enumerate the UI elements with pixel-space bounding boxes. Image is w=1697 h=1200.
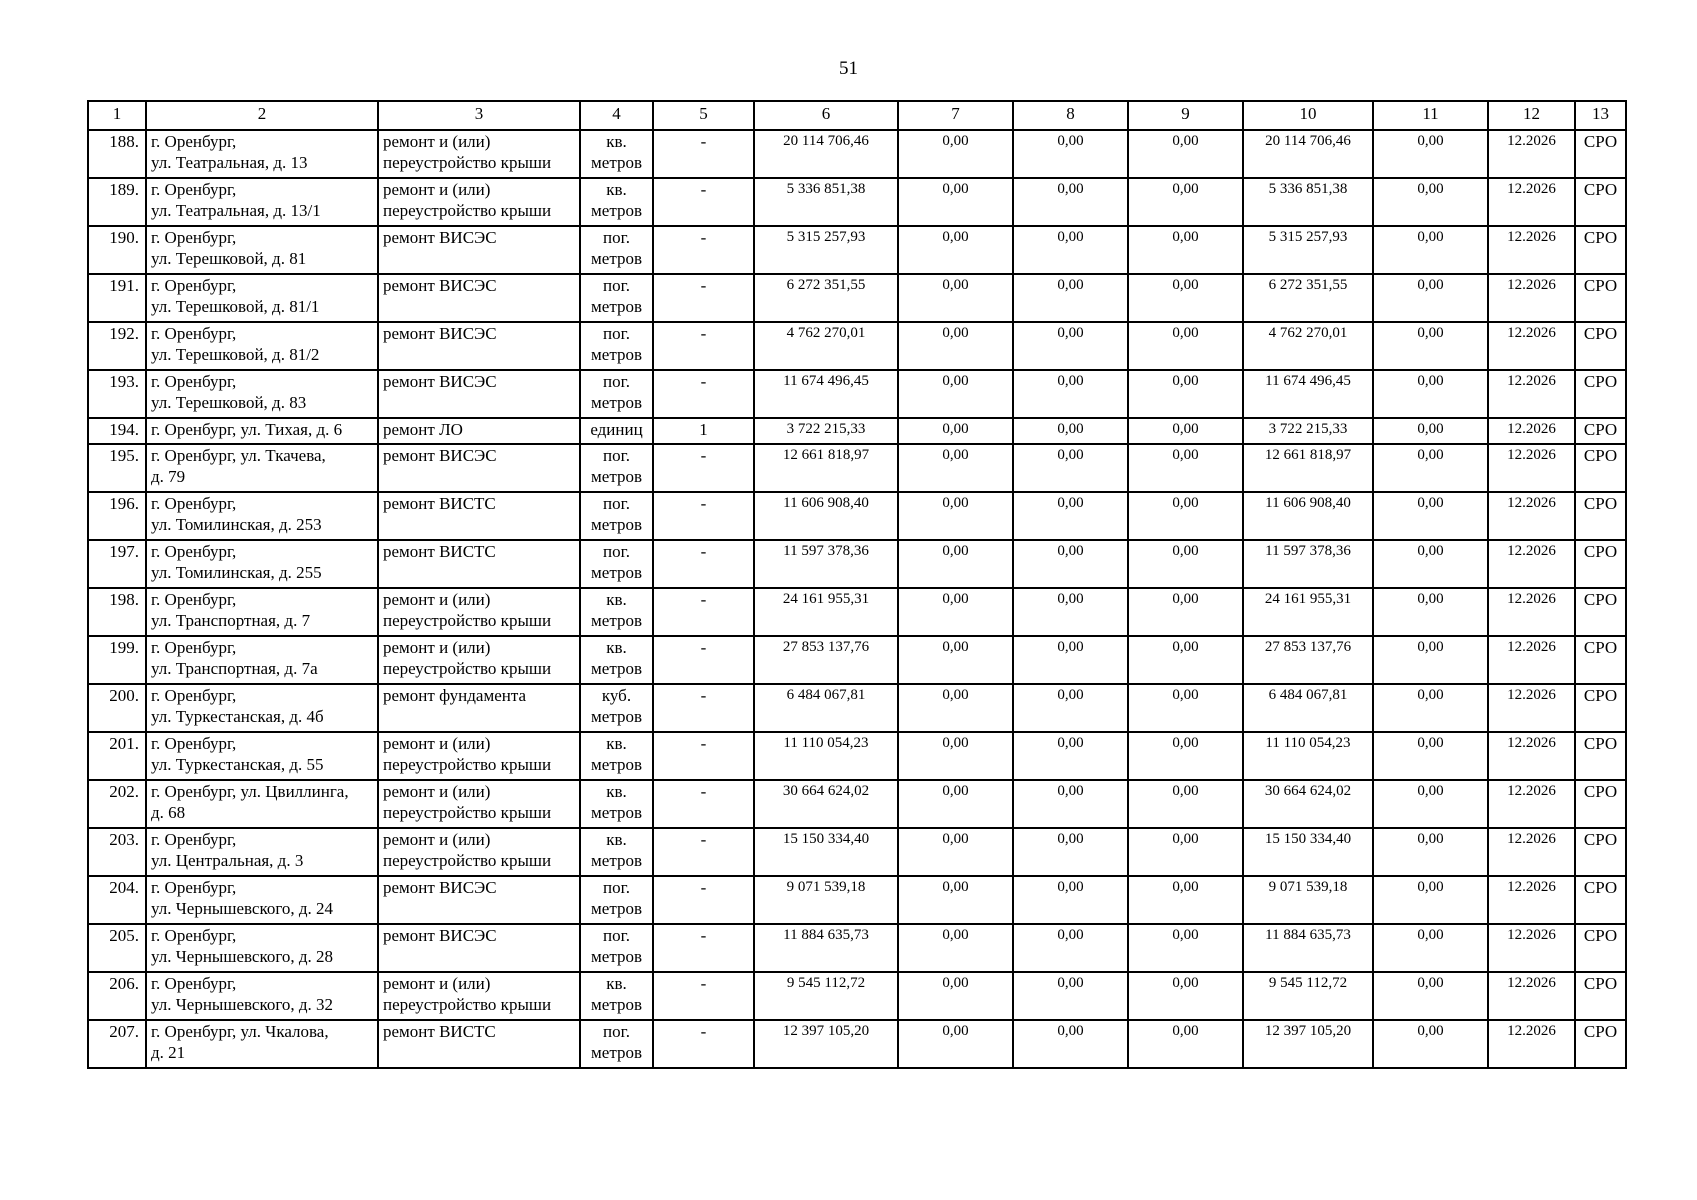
address-cell: г. Оренбург, ул. Терешковой, д. 81/1 bbox=[146, 274, 378, 322]
owner-funds-cell: 24 161 955,31 bbox=[1243, 588, 1373, 636]
work-type-cell: ремонт фундамента bbox=[378, 684, 580, 732]
work-type-cell: ремонт и (или) переустройство крыши bbox=[378, 732, 580, 780]
deadline-cell: 12.2026 bbox=[1488, 226, 1575, 274]
table-row bbox=[88, 828, 1626, 876]
deadline-cell: 12.2026 bbox=[1488, 588, 1575, 636]
specific-cost-cell: 0,00 bbox=[1373, 226, 1488, 274]
unit-cell: кв. метров bbox=[580, 178, 653, 226]
table-row bbox=[88, 322, 1626, 370]
total-cost-cell: 4 762 270,01 bbox=[754, 322, 898, 370]
local-budget-cell: 0,00 bbox=[1128, 828, 1243, 876]
fund-cell: 0,00 bbox=[898, 876, 1013, 924]
quantity-cell: - bbox=[653, 226, 754, 274]
owner-funds-cell: 12 397 105,20 bbox=[1243, 1020, 1373, 1068]
fund-cell: 0,00 bbox=[898, 1020, 1013, 1068]
table-row bbox=[88, 684, 1626, 732]
owner-funds-cell: 11 110 054,23 bbox=[1243, 732, 1373, 780]
work-type-cell: ремонт и (или) переустройство крыши bbox=[378, 780, 580, 828]
total-cost-cell: 9 545 112,72 bbox=[754, 972, 898, 1020]
regional-budget-cell: 0,00 bbox=[1013, 540, 1128, 588]
method-cell: СРО bbox=[1575, 828, 1626, 876]
owner-funds-cell: 6 484 067,81 bbox=[1243, 684, 1373, 732]
table-row bbox=[88, 274, 1626, 322]
fund-cell: 0,00 bbox=[898, 924, 1013, 972]
owner-funds-cell: 6 272 351,55 bbox=[1243, 274, 1373, 322]
work-type-cell: ремонт ВИСЭС bbox=[378, 876, 580, 924]
deadline-cell: 12.2026 bbox=[1488, 492, 1575, 540]
row-number: 188. bbox=[88, 130, 146, 178]
address-cell: г. Оренбург, ул. Терешковой, д. 81 bbox=[146, 226, 378, 274]
total-cost-cell: 20 114 706,46 bbox=[754, 130, 898, 178]
regional-budget-cell: 0,00 bbox=[1013, 418, 1128, 444]
quantity-cell: - bbox=[653, 828, 754, 876]
address-cell: г. Оренбург, ул. Тихая, д. 6 bbox=[146, 418, 378, 444]
method-cell: СРО bbox=[1575, 732, 1626, 780]
unit-cell: кв. метров bbox=[580, 732, 653, 780]
table-row bbox=[88, 876, 1626, 924]
owner-funds-cell: 11 884 635,73 bbox=[1243, 924, 1373, 972]
unit-cell: единиц bbox=[580, 418, 653, 444]
fund-cell: 0,00 bbox=[898, 684, 1013, 732]
fund-cell: 0,00 bbox=[898, 226, 1013, 274]
deadline-cell: 12.2026 bbox=[1488, 972, 1575, 1020]
unit-cell: пог. метров bbox=[580, 492, 653, 540]
method-cell: СРО bbox=[1575, 588, 1626, 636]
method-cell: СРО bbox=[1575, 876, 1626, 924]
local-budget-cell: 0,00 bbox=[1128, 876, 1243, 924]
address-cell: г. Оренбург, ул. Туркестанская, д. 4б bbox=[146, 684, 378, 732]
row-number: 198. bbox=[88, 588, 146, 636]
unit-cell: пог. метров bbox=[580, 226, 653, 274]
regional-budget-cell: 0,00 bbox=[1013, 274, 1128, 322]
regional-budget-cell: 0,00 bbox=[1013, 322, 1128, 370]
unit-cell: пог. метров bbox=[580, 274, 653, 322]
total-cost-cell: 12 661 818,97 bbox=[754, 444, 898, 492]
local-budget-cell: 0,00 bbox=[1128, 780, 1243, 828]
total-cost-cell: 11 674 496,45 bbox=[754, 370, 898, 418]
deadline-cell: 12.2026 bbox=[1488, 540, 1575, 588]
table-row bbox=[88, 1020, 1626, 1068]
method-cell: СРО bbox=[1575, 924, 1626, 972]
total-cost-cell: 11 110 054,23 bbox=[754, 732, 898, 780]
owner-funds-cell: 11 606 908,40 bbox=[1243, 492, 1373, 540]
work-type-cell: ремонт и (или) переустройство крыши bbox=[378, 828, 580, 876]
owner-funds-cell: 27 853 137,76 bbox=[1243, 636, 1373, 684]
deadline-cell: 12.2026 bbox=[1488, 322, 1575, 370]
table-body bbox=[88, 130, 1626, 1068]
table-row bbox=[88, 924, 1626, 972]
quantity-cell: - bbox=[653, 876, 754, 924]
fund-cell: 0,00 bbox=[898, 370, 1013, 418]
regional-budget-cell: 0,00 bbox=[1013, 370, 1128, 418]
address-cell: г. Оренбург, ул. Цвиллинга, д. 68 bbox=[146, 780, 378, 828]
total-cost-cell: 6 272 351,55 bbox=[754, 274, 898, 322]
table-row bbox=[88, 178, 1626, 226]
fund-cell: 0,00 bbox=[898, 972, 1013, 1020]
address-cell: г. Оренбург, ул. Томилинская, д. 253 bbox=[146, 492, 378, 540]
row-number: 196. bbox=[88, 492, 146, 540]
repair-plan-table bbox=[87, 100, 1627, 1069]
address-cell: г. Оренбург, ул. Чкалова, д. 21 bbox=[146, 1020, 378, 1068]
fund-cell: 0,00 bbox=[898, 636, 1013, 684]
address-cell: г. Оренбург, ул. Туркестанская, д. 55 bbox=[146, 732, 378, 780]
method-cell: СРО bbox=[1575, 418, 1626, 444]
regional-budget-cell: 0,00 bbox=[1013, 636, 1128, 684]
specific-cost-cell: 0,00 bbox=[1373, 370, 1488, 418]
column-header-5: 5 bbox=[653, 101, 754, 130]
work-type-cell: ремонт ВИСТС bbox=[378, 492, 580, 540]
total-cost-cell: 27 853 137,76 bbox=[754, 636, 898, 684]
work-type-cell: ремонт ВИСТС bbox=[378, 540, 580, 588]
deadline-cell: 12.2026 bbox=[1488, 370, 1575, 418]
work-type-cell: ремонт ВИСЭС bbox=[378, 924, 580, 972]
address-cell: г. Оренбург, ул. Транспортная, д. 7 bbox=[146, 588, 378, 636]
specific-cost-cell: 0,00 bbox=[1373, 828, 1488, 876]
local-budget-cell: 0,00 bbox=[1128, 130, 1243, 178]
quantity-cell: - bbox=[653, 732, 754, 780]
regional-budget-cell: 0,00 bbox=[1013, 1020, 1128, 1068]
row-number: 195. bbox=[88, 444, 146, 492]
work-type-cell: ремонт ВИСЭС bbox=[378, 274, 580, 322]
specific-cost-cell: 0,00 bbox=[1373, 684, 1488, 732]
owner-funds-cell: 30 664 624,02 bbox=[1243, 780, 1373, 828]
page-number: 51 bbox=[839, 58, 858, 79]
row-number: 204. bbox=[88, 876, 146, 924]
table-row bbox=[88, 540, 1626, 588]
owner-funds-cell: 11 597 378,36 bbox=[1243, 540, 1373, 588]
table-row bbox=[88, 444, 1626, 492]
method-cell: СРО bbox=[1575, 370, 1626, 418]
total-cost-cell: 30 664 624,02 bbox=[754, 780, 898, 828]
address-cell: г. Оренбург, ул. Терешковой, д. 83 bbox=[146, 370, 378, 418]
column-header-2: 2 bbox=[146, 101, 378, 130]
address-cell: г. Оренбург, ул. Театральная, д. 13 bbox=[146, 130, 378, 178]
local-budget-cell: 0,00 bbox=[1128, 972, 1243, 1020]
quantity-cell: - bbox=[653, 684, 754, 732]
local-budget-cell: 0,00 bbox=[1128, 636, 1243, 684]
method-cell: СРО bbox=[1575, 322, 1626, 370]
table-row bbox=[88, 588, 1626, 636]
header-row bbox=[88, 101, 1626, 130]
address-cell: г. Оренбург, ул. Центральная, д. 3 bbox=[146, 828, 378, 876]
unit-cell: пог. метров bbox=[580, 876, 653, 924]
quantity-cell: - bbox=[653, 130, 754, 178]
unit-cell: пог. метров bbox=[580, 322, 653, 370]
local-budget-cell: 0,00 bbox=[1128, 540, 1243, 588]
specific-cost-cell: 0,00 bbox=[1373, 540, 1488, 588]
specific-cost-cell: 0,00 bbox=[1373, 876, 1488, 924]
work-type-cell: ремонт ВИСТС bbox=[378, 1020, 580, 1068]
quantity-cell: - bbox=[653, 924, 754, 972]
row-number: 197. bbox=[88, 540, 146, 588]
regional-budget-cell: 0,00 bbox=[1013, 444, 1128, 492]
owner-funds-cell: 11 674 496,45 bbox=[1243, 370, 1373, 418]
fund-cell: 0,00 bbox=[898, 130, 1013, 178]
address-cell: г. Оренбург, ул. Чернышевского, д. 24 bbox=[146, 876, 378, 924]
regional-budget-cell: 0,00 bbox=[1013, 588, 1128, 636]
specific-cost-cell: 0,00 bbox=[1373, 732, 1488, 780]
deadline-cell: 12.2026 bbox=[1488, 444, 1575, 492]
quantity-cell: - bbox=[653, 322, 754, 370]
local-budget-cell: 0,00 bbox=[1128, 924, 1243, 972]
row-number: 194. bbox=[88, 418, 146, 444]
address-cell: г. Оренбург, ул. Ткачева, д. 79 bbox=[146, 444, 378, 492]
quantity-cell: - bbox=[653, 444, 754, 492]
address-cell: г. Оренбург, ул. Чернышевского, д. 28 bbox=[146, 924, 378, 972]
table-row bbox=[88, 780, 1626, 828]
quantity-cell: - bbox=[653, 588, 754, 636]
method-cell: СРО bbox=[1575, 178, 1626, 226]
specific-cost-cell: 0,00 bbox=[1373, 780, 1488, 828]
unit-cell: пог. метров bbox=[580, 444, 653, 492]
unit-cell: пог. метров bbox=[580, 924, 653, 972]
method-cell: СРО bbox=[1575, 130, 1626, 178]
deadline-cell: 12.2026 bbox=[1488, 130, 1575, 178]
work-type-cell: ремонт и (или) переустройство крыши bbox=[378, 636, 580, 684]
specific-cost-cell: 0,00 bbox=[1373, 444, 1488, 492]
quantity-cell: - bbox=[653, 274, 754, 322]
method-cell: СРО bbox=[1575, 636, 1626, 684]
owner-funds-cell: 9 071 539,18 bbox=[1243, 876, 1373, 924]
local-budget-cell: 0,00 bbox=[1128, 418, 1243, 444]
local-budget-cell: 0,00 bbox=[1128, 322, 1243, 370]
deadline-cell: 12.2026 bbox=[1488, 924, 1575, 972]
row-number: 191. bbox=[88, 274, 146, 322]
owner-funds-cell: 4 762 270,01 bbox=[1243, 322, 1373, 370]
address-cell: г. Оренбург, ул. Транспортная, д. 7а bbox=[146, 636, 378, 684]
specific-cost-cell: 0,00 bbox=[1373, 178, 1488, 226]
address-cell: г. Оренбург, ул. Театральная, д. 13/1 bbox=[146, 178, 378, 226]
owner-funds-cell: 12 661 818,97 bbox=[1243, 444, 1373, 492]
unit-cell: кв. метров bbox=[580, 972, 653, 1020]
specific-cost-cell: 0,00 bbox=[1373, 972, 1488, 1020]
column-header-11: 11 bbox=[1373, 101, 1488, 130]
total-cost-cell: 24 161 955,31 bbox=[754, 588, 898, 636]
method-cell: СРО bbox=[1575, 684, 1626, 732]
address-cell: г. Оренбург, ул. Терешковой, д. 81/2 bbox=[146, 322, 378, 370]
regional-budget-cell: 0,00 bbox=[1013, 876, 1128, 924]
fund-cell: 0,00 bbox=[898, 732, 1013, 780]
work-type-cell: ремонт и (или) переустройство крыши bbox=[378, 178, 580, 226]
table-row bbox=[88, 636, 1626, 684]
unit-cell: кв. метров bbox=[580, 780, 653, 828]
total-cost-cell: 11 597 378,36 bbox=[754, 540, 898, 588]
column-header-9: 9 bbox=[1128, 101, 1243, 130]
total-cost-cell: 3 722 215,33 bbox=[754, 418, 898, 444]
owner-funds-cell: 5 336 851,38 bbox=[1243, 178, 1373, 226]
table-row bbox=[88, 732, 1626, 780]
address-cell: г. Оренбург, ул. Чернышевского, д. 32 bbox=[146, 972, 378, 1020]
quantity-cell: - bbox=[653, 370, 754, 418]
column-header-8: 8 bbox=[1013, 101, 1128, 130]
row-number: 207. bbox=[88, 1020, 146, 1068]
fund-cell: 0,00 bbox=[898, 492, 1013, 540]
column-header-13: 13 bbox=[1575, 101, 1626, 130]
fund-cell: 0,00 bbox=[898, 828, 1013, 876]
row-number: 190. bbox=[88, 226, 146, 274]
row-number: 202. bbox=[88, 780, 146, 828]
total-cost-cell: 11 884 635,73 bbox=[754, 924, 898, 972]
unit-cell: пог. метров bbox=[580, 540, 653, 588]
specific-cost-cell: 0,00 bbox=[1373, 924, 1488, 972]
work-type-cell: ремонт и (или) переустройство крыши bbox=[378, 588, 580, 636]
work-type-cell: ремонт ВИСЭС bbox=[378, 370, 580, 418]
row-number: 206. bbox=[88, 972, 146, 1020]
local-budget-cell: 0,00 bbox=[1128, 226, 1243, 274]
deadline-cell: 12.2026 bbox=[1488, 178, 1575, 226]
work-type-cell: ремонт ВИСЭС bbox=[378, 444, 580, 492]
owner-funds-cell: 20 114 706,46 bbox=[1243, 130, 1373, 178]
method-cell: СРО bbox=[1575, 492, 1626, 540]
total-cost-cell: 11 606 908,40 bbox=[754, 492, 898, 540]
row-number: 189. bbox=[88, 178, 146, 226]
unit-cell: куб. метров bbox=[580, 684, 653, 732]
local-budget-cell: 0,00 bbox=[1128, 492, 1243, 540]
quantity-cell: - bbox=[653, 780, 754, 828]
regional-budget-cell: 0,00 bbox=[1013, 492, 1128, 540]
regional-budget-cell: 0,00 bbox=[1013, 732, 1128, 780]
method-cell: СРО bbox=[1575, 780, 1626, 828]
regional-budget-cell: 0,00 bbox=[1013, 178, 1128, 226]
regional-budget-cell: 0,00 bbox=[1013, 828, 1128, 876]
method-cell: СРО bbox=[1575, 972, 1626, 1020]
specific-cost-cell: 0,00 bbox=[1373, 588, 1488, 636]
quantity-cell: - bbox=[653, 972, 754, 1020]
fund-cell: 0,00 bbox=[898, 540, 1013, 588]
column-header-12: 12 bbox=[1488, 101, 1575, 130]
column-header-7: 7 bbox=[898, 101, 1013, 130]
local-budget-cell: 0,00 bbox=[1128, 684, 1243, 732]
deadline-cell: 12.2026 bbox=[1488, 636, 1575, 684]
deadline-cell: 12.2026 bbox=[1488, 684, 1575, 732]
column-header-1: 1 bbox=[88, 101, 146, 130]
fund-cell: 0,00 bbox=[898, 274, 1013, 322]
column-header-6: 6 bbox=[754, 101, 898, 130]
fund-cell: 0,00 bbox=[898, 444, 1013, 492]
work-type-cell: ремонт ВИСЭС bbox=[378, 322, 580, 370]
specific-cost-cell: 0,00 bbox=[1373, 130, 1488, 178]
regional-budget-cell: 0,00 bbox=[1013, 226, 1128, 274]
table-row bbox=[88, 972, 1626, 1020]
deadline-cell: 12.2026 bbox=[1488, 780, 1575, 828]
owner-funds-cell: 9 545 112,72 bbox=[1243, 972, 1373, 1020]
total-cost-cell: 12 397 105,20 bbox=[754, 1020, 898, 1068]
deadline-cell: 12.2026 bbox=[1488, 876, 1575, 924]
specific-cost-cell: 0,00 bbox=[1373, 636, 1488, 684]
column-header-4: 4 bbox=[580, 101, 653, 130]
unit-cell: кв. метров bbox=[580, 828, 653, 876]
quantity-cell: 1 bbox=[653, 418, 754, 444]
total-cost-cell: 5 336 851,38 bbox=[754, 178, 898, 226]
row-number: 192. bbox=[88, 322, 146, 370]
fund-cell: 0,00 bbox=[898, 322, 1013, 370]
method-cell: СРО bbox=[1575, 274, 1626, 322]
table-row bbox=[88, 418, 1626, 444]
regional-budget-cell: 0,00 bbox=[1013, 780, 1128, 828]
fund-cell: 0,00 bbox=[898, 780, 1013, 828]
row-number: 205. bbox=[88, 924, 146, 972]
owner-funds-cell: 5 315 257,93 bbox=[1243, 226, 1373, 274]
regional-budget-cell: 0,00 bbox=[1013, 972, 1128, 1020]
local-budget-cell: 0,00 bbox=[1128, 732, 1243, 780]
specific-cost-cell: 0,00 bbox=[1373, 1020, 1488, 1068]
deadline-cell: 12.2026 bbox=[1488, 828, 1575, 876]
work-type-cell: ремонт и (или) переустройство крыши bbox=[378, 130, 580, 178]
local-budget-cell: 0,00 bbox=[1128, 370, 1243, 418]
quantity-cell: - bbox=[653, 178, 754, 226]
unit-cell: пог. метров bbox=[580, 1020, 653, 1068]
method-cell: СРО bbox=[1575, 540, 1626, 588]
owner-funds-cell: 15 150 334,40 bbox=[1243, 828, 1373, 876]
quantity-cell: - bbox=[653, 1020, 754, 1068]
unit-cell: кв. метров bbox=[580, 130, 653, 178]
method-cell: СРО bbox=[1575, 1020, 1626, 1068]
local-budget-cell: 0,00 bbox=[1128, 274, 1243, 322]
deadline-cell: 12.2026 bbox=[1488, 732, 1575, 780]
local-budget-cell: 0,00 bbox=[1128, 588, 1243, 636]
regional-budget-cell: 0,00 bbox=[1013, 130, 1128, 178]
column-header-3: 3 bbox=[378, 101, 580, 130]
row-number: 199. bbox=[88, 636, 146, 684]
table-row bbox=[88, 130, 1626, 178]
work-type-cell: ремонт ВИСЭС bbox=[378, 226, 580, 274]
table-row bbox=[88, 226, 1626, 274]
work-type-cell: ремонт и (или) переустройство крыши bbox=[378, 972, 580, 1020]
specific-cost-cell: 0,00 bbox=[1373, 274, 1488, 322]
regional-budget-cell: 0,00 bbox=[1013, 684, 1128, 732]
specific-cost-cell: 0,00 bbox=[1373, 492, 1488, 540]
total-cost-cell: 15 150 334,40 bbox=[754, 828, 898, 876]
table-row bbox=[88, 492, 1626, 540]
fund-cell: 0,00 bbox=[898, 418, 1013, 444]
specific-cost-cell: 0,00 bbox=[1373, 322, 1488, 370]
fund-cell: 0,00 bbox=[898, 178, 1013, 226]
row-number: 201. bbox=[88, 732, 146, 780]
deadline-cell: 12.2026 bbox=[1488, 418, 1575, 444]
owner-funds-cell: 3 722 215,33 bbox=[1243, 418, 1373, 444]
deadline-cell: 12.2026 bbox=[1488, 274, 1575, 322]
local-budget-cell: 0,00 bbox=[1128, 178, 1243, 226]
row-number: 200. bbox=[88, 684, 146, 732]
local-budget-cell: 0,00 bbox=[1128, 1020, 1243, 1068]
unit-cell: кв. метров bbox=[580, 636, 653, 684]
unit-cell: пог. метров bbox=[580, 370, 653, 418]
row-number: 193. bbox=[88, 370, 146, 418]
total-cost-cell: 6 484 067,81 bbox=[754, 684, 898, 732]
table-row bbox=[88, 370, 1626, 418]
column-header-10: 10 bbox=[1243, 101, 1373, 130]
row-number: 203. bbox=[88, 828, 146, 876]
deadline-cell: 12.2026 bbox=[1488, 1020, 1575, 1068]
specific-cost-cell: 0,00 bbox=[1373, 418, 1488, 444]
quantity-cell: - bbox=[653, 492, 754, 540]
total-cost-cell: 5 315 257,93 bbox=[754, 226, 898, 274]
work-type-cell: ремонт ЛО bbox=[378, 418, 580, 444]
address-cell: г. Оренбург, ул. Томилинская, д. 255 bbox=[146, 540, 378, 588]
method-cell: СРО bbox=[1575, 444, 1626, 492]
unit-cell: кв. метров bbox=[580, 588, 653, 636]
total-cost-cell: 9 071 539,18 bbox=[754, 876, 898, 924]
regional-budget-cell: 0,00 bbox=[1013, 924, 1128, 972]
quantity-cell: - bbox=[653, 540, 754, 588]
quantity-cell: - bbox=[653, 636, 754, 684]
fund-cell: 0,00 bbox=[898, 588, 1013, 636]
local-budget-cell: 0,00 bbox=[1128, 444, 1243, 492]
method-cell: СРО bbox=[1575, 226, 1626, 274]
